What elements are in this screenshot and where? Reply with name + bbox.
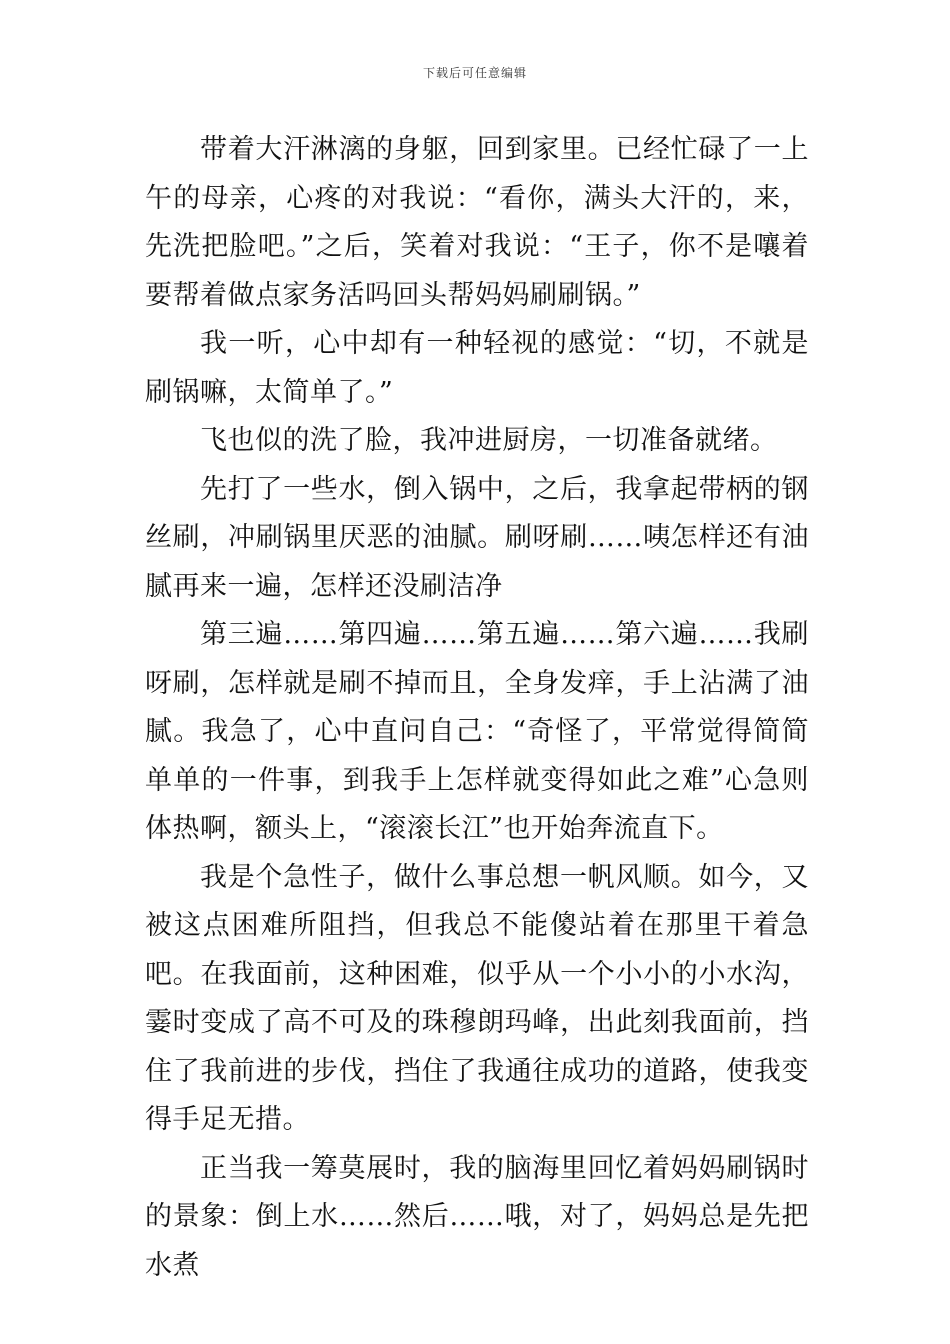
paragraph: 我一听，心中却有一种轻视的感觉：“切，不就是刷锅嘛，太简单了。” (145, 328, 809, 408)
document-body (145, 126, 809, 1290)
paragraph: 带着大汗淋漓的身躯，回到家里。已经忙碌了一上午的母亲，心疼的对我说：“看你，满头大汗的，来，先洗把脸吧。”之后，笑着对我说：“王子，你不是嚷着要帮着做点家务活吗回头帮妈妈刷刷锅。” (145, 134, 809, 311)
paragraph: 先打了一些水，倒入锅中，之后，我拿起带柄的钢丝刷，冲刷锅里厌恶的油腻。刷呀刷……咦怎样还有油腻再来一遍，怎样还没刷洁净 (145, 473, 809, 602)
paragraph: 我是个急性子，做什么事总想一帆风顺。如今，又被这点困难所阻挡，但我总不能傻站着在那里干着急吧。在我面前，这种困难，似乎从一个小小的小水沟，霎时变成了高不可及的珠穆朗玛峰，出此刻我面前，挡住了我前进的步伐，挡住了我通往成功的道路，使我变得手足无措。 (145, 861, 809, 1135)
paragraph: 第三遍……第四遍……第五遍……第六遍……我刷呀刷，怎样就是刷不掉而且，全身发痒，手上沾满了油腻。我急了，心中直问自己：“奇怪了，平常觉得简简单单的一件事，到我手上怎样就变得如此之难”心急则体热啊，额头上，“滚滚长江”也开始奔流直下。 (145, 619, 809, 844)
paragraph: 正当我一筹莫展时，我的脑海里回忆着妈妈刷锅时的景象：倒上水……然后……哦，对了，妈妈总是先把水煮 (145, 1152, 809, 1281)
paragraph: 飞也似的洗了脸，我冲进厨房，一切准备就绪。 (200, 425, 778, 456)
header-note: 下载后可任意编辑 (422, 66, 527, 80)
